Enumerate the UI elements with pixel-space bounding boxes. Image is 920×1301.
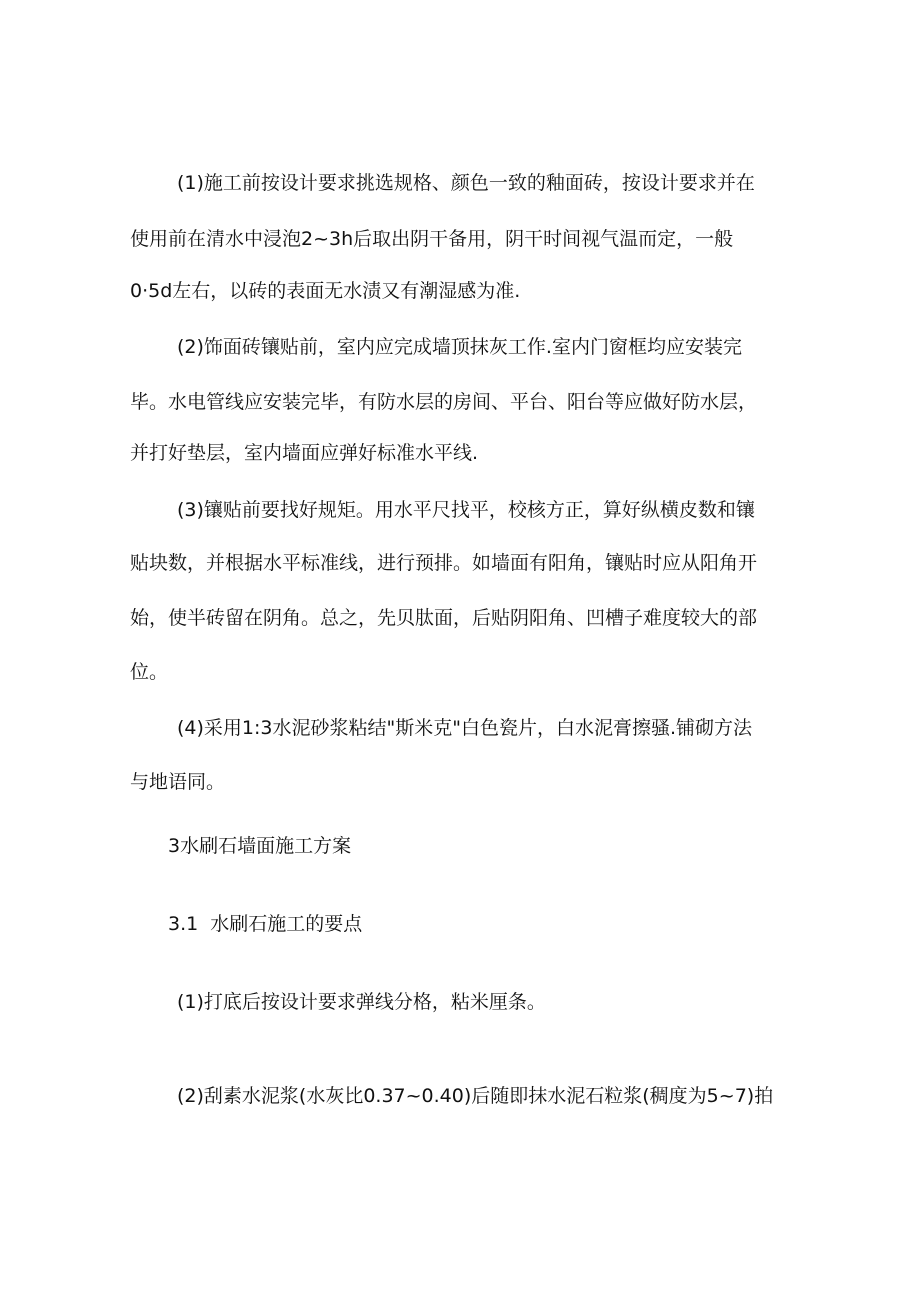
paragraph-1-line-2: 使用前在清水中浸泡2~3h后取出阴干备用，阴干时间视气温而定，一般 — [130, 228, 734, 250]
subsection-title: 水刷石施工的要点 — [210, 913, 363, 935]
paragraph-3-line-4: 位。 — [130, 661, 169, 683]
paragraph-2-line-2: 毕。水电管线应安装完毕，有防水层的房间、平台、阳台等应做好防水层， — [130, 391, 758, 413]
step-1-line: (1)打底后按设计要求弹线分格，粘米厘条。 — [177, 991, 546, 1013]
paragraph-3-line-3: 始，使半砖留在阴角。总之，先贝肽面，后贴阴阳角、凹槽子难度较大的部 — [130, 607, 758, 629]
paragraph-3-line-2: 贴块数，并根据水平标准线，进行预排。如墙面有阳角，镶贴时应从阳角开 — [130, 552, 758, 574]
paragraph-2-line-3: 并打好垫层，室内墙面应弹好标准水平线. — [130, 442, 479, 464]
paragraph-3-line-1: (3)镶贴前要找好规矩。用水平尺找平，校核方正，算好纵横皮数和镶 — [177, 499, 755, 521]
section-heading: 3水刷石墙面施工方案 — [168, 835, 352, 857]
paragraph-1-line-1: (1)施工前按设计要求挑选规格、颜色一致的釉面砖，按设计要求并在 — [177, 172, 755, 194]
paragraph-2-line-1: (2)饰面砖镶贴前，室内应完成墙顶抹灰工作.室内门窗框均应安装完 — [177, 336, 742, 358]
subsection-heading — [168, 911, 362, 937]
step-2-line: (2)刮素水泥浆(水灰比0.37~0.40)后随即抹水泥石粒浆(稠度为5~7)拍 — [177, 1085, 774, 1107]
paragraph-4-line-2: 与地语同。 — [130, 771, 226, 793]
paragraph-4-line-1: (4)采用1:3水泥砂浆粘结"斯米克"白色瓷片，白水泥膏擦骚.铺砌方法 — [177, 717, 753, 739]
subsection-number: 3.1 — [168, 913, 199, 935]
paragraph-1-line-3: 0·5d左右，以砖的表面无水渍又有潮湿感为准. — [130, 280, 521, 302]
